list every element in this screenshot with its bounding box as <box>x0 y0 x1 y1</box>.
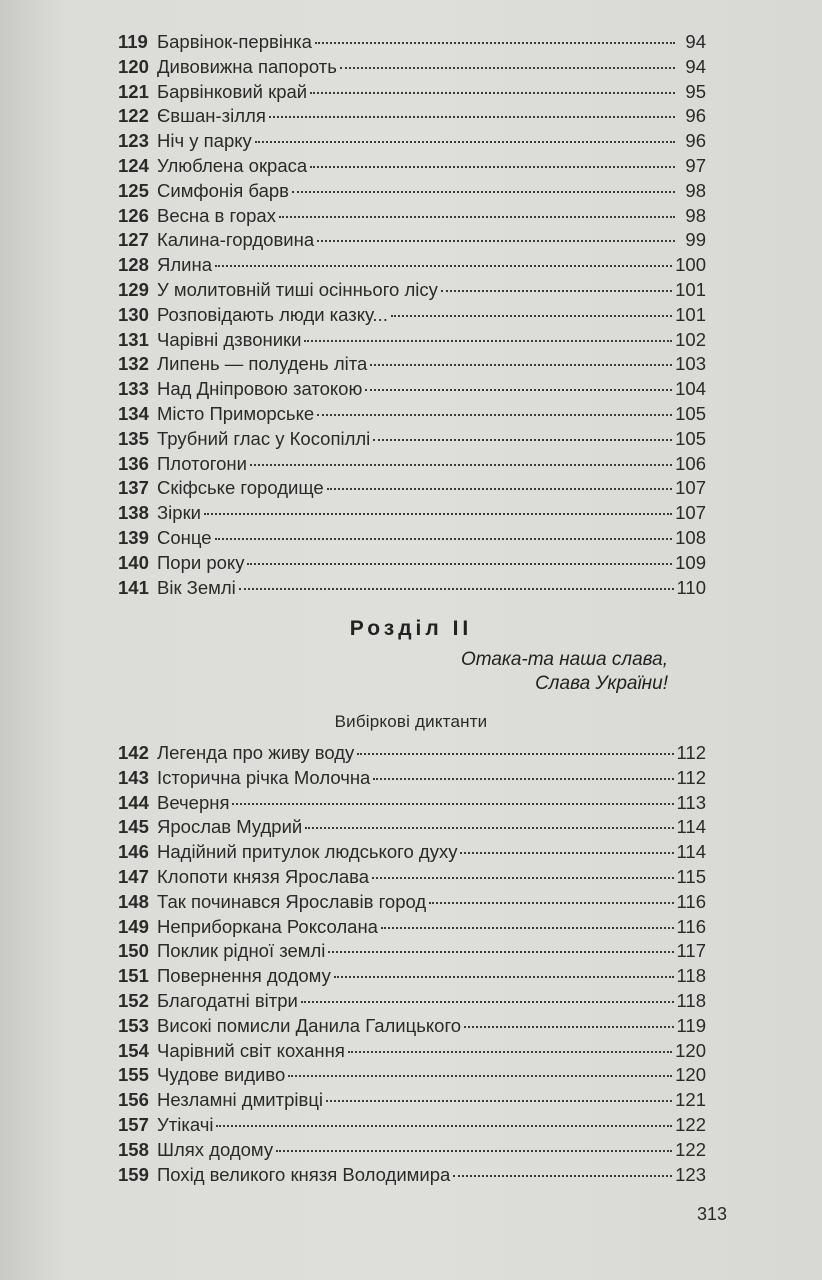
entry-page: 106 <box>675 452 706 474</box>
dot-leader <box>357 753 673 755</box>
dot-leader <box>250 464 672 466</box>
entry-title: Неприборкана Роксолана <box>157 915 378 937</box>
dot-leader <box>310 166 675 168</box>
entry-title: У молитовній тиші осіннього лісу <box>157 278 438 300</box>
entry-number: 121 <box>118 80 149 102</box>
entry-number: 148 <box>118 890 149 912</box>
entry-page: 119 <box>676 1014 706 1036</box>
toc-entry <box>118 551 706 576</box>
entry-page: 112 <box>676 766 706 788</box>
entry-page: 118 <box>676 989 706 1011</box>
dot-leader <box>269 116 675 118</box>
entry-page: 98 <box>685 204 706 226</box>
toc-entry <box>118 865 706 890</box>
dot-leader <box>279 216 675 218</box>
entry-page: 123 <box>675 1163 706 1185</box>
entry-title: Ярослав Мудрий <box>157 816 303 838</box>
entry-number: 150 <box>118 940 149 962</box>
entry-number: 124 <box>118 154 149 176</box>
entry-page: 107 <box>675 477 706 499</box>
dot-leader <box>370 364 672 366</box>
dot-leader <box>460 852 673 854</box>
toc-entry <box>118 766 706 791</box>
toc-entry <box>118 989 706 1014</box>
entry-page: 104 <box>675 378 706 400</box>
entry-title: Липень — полудень літа <box>157 353 368 375</box>
toc-entry <box>118 576 706 601</box>
entry-title: Похід великого князя Володимира <box>157 1163 451 1185</box>
toc-entry <box>118 55 706 80</box>
dot-leader <box>453 1175 672 1177</box>
entry-page: 102 <box>675 328 706 350</box>
entry-number: 135 <box>118 427 149 449</box>
entry-number: 122 <box>118 105 149 127</box>
entry-page: 115 <box>676 865 706 887</box>
toc-entry <box>118 1088 706 1113</box>
toc-entry <box>118 741 706 766</box>
entry-page: 122 <box>675 1113 706 1135</box>
toc-entry <box>118 791 706 816</box>
entry-number: 127 <box>118 229 149 251</box>
entry-page: 109 <box>675 551 706 573</box>
entry-page: 122 <box>675 1138 706 1160</box>
toc-entry <box>118 104 706 129</box>
entry-number: 145 <box>118 816 149 838</box>
entry-page: 116 <box>676 915 706 937</box>
entry-title: Сонце <box>157 526 212 548</box>
epigraph-line-1: Отака-та наша слава, <box>460 649 668 670</box>
entry-title: Розповідають люди казку... <box>157 303 388 325</box>
entry-title: Вік Землі <box>157 576 236 598</box>
toc-entry <box>118 352 706 377</box>
toc-entry <box>118 964 706 989</box>
toc-entry <box>118 427 706 452</box>
entry-page: 117 <box>676 940 706 962</box>
entry-number: 141 <box>118 576 149 598</box>
toc-entry <box>118 204 706 229</box>
dot-leader <box>288 1075 672 1077</box>
entry-title: Ніч у парку <box>157 130 252 152</box>
dot-leader <box>304 340 672 342</box>
dot-leader <box>255 141 675 143</box>
entry-number: 140 <box>118 551 149 573</box>
dot-leader <box>328 951 673 953</box>
entry-number: 146 <box>118 841 149 863</box>
dot-leader <box>215 538 673 540</box>
section-subheading: Вибіркові диктанти <box>334 712 488 731</box>
dot-leader <box>373 439 672 441</box>
table-of-contents-part1 <box>118 30 706 600</box>
dot-leader <box>315 42 675 44</box>
dot-leader <box>464 1026 673 1028</box>
entry-page: 99 <box>685 229 706 251</box>
toc-entry <box>118 501 706 526</box>
entry-title: Зірки <box>157 502 202 524</box>
entry-title: Надійний притулок людського духу <box>157 841 458 863</box>
dot-leader <box>381 927 674 929</box>
entry-title: Вечерня <box>157 791 230 813</box>
entry-number: 123 <box>118 130 149 152</box>
dot-leader <box>317 414 672 416</box>
entry-number: 151 <box>118 965 149 987</box>
toc-entry <box>118 402 706 427</box>
toc-entry <box>118 303 706 328</box>
entry-page: 114 <box>676 841 706 863</box>
toc-entry <box>118 1039 706 1064</box>
dot-leader <box>429 902 673 904</box>
entry-title: Утікачі <box>157 1113 214 1135</box>
section-title: Розділ II <box>349 617 473 640</box>
entry-title: Історична річка Молочна <box>157 766 371 788</box>
entry-number: 119 <box>118 31 148 52</box>
entry-title: Благодатні вітри <box>157 989 298 1011</box>
entry-page: 101 <box>675 303 706 325</box>
toc-entry <box>118 1163 706 1188</box>
toc-entry <box>118 80 706 105</box>
entry-number: 144 <box>118 791 149 813</box>
dot-leader <box>334 976 674 978</box>
toc-entry <box>118 840 706 865</box>
dot-leader <box>204 513 672 515</box>
dot-leader <box>348 1051 672 1053</box>
entry-number: 137 <box>118 477 149 499</box>
entry-title: Шлях додому <box>157 1138 274 1160</box>
entry-page: 120 <box>675 1064 706 1086</box>
entry-number: 156 <box>118 1089 149 1111</box>
entry-title: Барвінок-первінка <box>157 31 312 52</box>
entry-title: Так починався Ярославів город <box>157 890 427 912</box>
entry-title: Плотогони <box>157 452 247 474</box>
entry-page: 114 <box>676 816 706 838</box>
entry-number: 143 <box>118 766 149 788</box>
toc-entry <box>118 815 706 840</box>
entry-page: 94 <box>685 31 706 52</box>
entry-title: Симфонія барв <box>157 179 289 201</box>
entry-title: Улюблена окраса <box>157 154 308 176</box>
page-number: 313 <box>697 1204 728 1224</box>
entry-title: Чудове видиво <box>157 1064 286 1086</box>
toc-entry <box>118 1063 706 1088</box>
entry-page: 118 <box>676 965 706 987</box>
entry-page: 100 <box>675 254 706 276</box>
entry-title: Високі помисли Данила Галицького <box>157 1014 462 1036</box>
entry-number: 138 <box>118 502 149 524</box>
toc-entry <box>118 154 706 179</box>
entry-page: 95 <box>685 80 706 102</box>
entry-page: 107 <box>675 502 706 524</box>
entry-page: 97 <box>685 154 706 176</box>
entry-title: Ялина <box>157 254 212 276</box>
toc-entry <box>118 179 706 204</box>
toc-entry <box>118 253 706 278</box>
dot-leader <box>232 803 673 805</box>
entry-number: 152 <box>118 989 149 1011</box>
toc-entry <box>118 476 706 501</box>
dot-leader <box>276 1150 672 1152</box>
toc-entry <box>118 228 706 253</box>
dot-leader <box>372 877 673 879</box>
toc-entry <box>118 30 706 55</box>
entry-page: 105 <box>675 402 706 424</box>
dot-leader <box>239 588 674 590</box>
dot-leader <box>441 290 672 292</box>
toc-entry <box>118 452 706 477</box>
entry-number: 129 <box>118 278 149 300</box>
toc-entry <box>118 278 706 303</box>
toc-entry <box>118 915 706 940</box>
entry-number: 157 <box>118 1113 149 1135</box>
entry-title: Трубний глас у Косопіллі <box>157 427 371 449</box>
entry-number: 125 <box>118 179 149 201</box>
entry-number: 126 <box>118 204 149 226</box>
entry-page: 112 <box>676 742 706 763</box>
entry-title: Барвінковий край <box>157 80 308 102</box>
toc-entry <box>118 1138 706 1163</box>
entry-page: 113 <box>676 791 706 813</box>
entry-number: 155 <box>118 1064 149 1086</box>
toc-entry <box>118 1014 706 1039</box>
entry-title: Чарівний світ кохання <box>157 1039 345 1061</box>
entry-page: 120 <box>675 1039 706 1061</box>
entry-title: Клопоти князя Ярослава <box>157 865 370 887</box>
toc-entry <box>118 328 706 353</box>
toc-entry <box>118 1113 706 1138</box>
entry-number: 132 <box>118 353 149 375</box>
entry-number: 130 <box>118 303 149 325</box>
entry-number: 147 <box>118 865 149 887</box>
entry-title: Над Дніпровою затокою <box>157 378 363 400</box>
entry-number: 142 <box>118 742 149 763</box>
entry-page: 105 <box>675 427 706 449</box>
entry-number: 158 <box>118 1138 149 1160</box>
entry-title: Калина-гордовина <box>157 229 315 251</box>
dot-leader <box>373 778 673 780</box>
dot-leader <box>216 1125 672 1127</box>
dot-leader <box>317 240 675 242</box>
dot-leader <box>301 1001 674 1003</box>
dot-leader <box>391 315 672 317</box>
entry-number: 153 <box>118 1014 149 1036</box>
entry-number: 128 <box>118 254 149 276</box>
entry-page: 96 <box>685 130 706 152</box>
dot-leader <box>215 265 672 267</box>
entry-page: 110 <box>676 576 706 598</box>
entry-title: Повернення додому <box>157 965 331 987</box>
entry-number: 120 <box>118 55 149 77</box>
entry-title: Дивовижна папороть <box>157 55 337 77</box>
table-of-contents-part2 <box>118 741 706 1187</box>
entry-page: 116 <box>676 890 706 912</box>
entry-page: 121 <box>675 1089 706 1111</box>
epigraph-line-2: Слава України! <box>535 673 668 694</box>
dot-leader <box>326 1100 672 1102</box>
entry-title: Легенда про живу воду <box>157 742 355 763</box>
toc-entry <box>118 377 706 402</box>
entry-title: Місто Приморське <box>157 402 315 424</box>
entry-page: 94 <box>685 55 706 77</box>
entry-number: 154 <box>118 1039 149 1061</box>
toc-entry <box>118 939 706 964</box>
entry-title: Чарівні дзвоники <box>157 328 302 350</box>
dot-leader <box>247 563 672 565</box>
entry-number: 136 <box>118 452 149 474</box>
entry-number: 131 <box>118 328 149 350</box>
entry-page: 101 <box>675 278 706 300</box>
entry-title: Весна в горах <box>157 204 276 226</box>
dot-leader <box>327 488 672 490</box>
entry-number: 133 <box>118 378 149 400</box>
entry-title: Євшан-зілля <box>157 105 266 127</box>
dot-leader <box>305 827 673 829</box>
entry-page: 96 <box>685 105 706 127</box>
entry-number: 134 <box>118 402 149 424</box>
entry-number: 159 <box>118 1163 149 1185</box>
entry-title: Поклик рідної землі <box>157 940 326 962</box>
dot-leader <box>292 191 675 193</box>
entry-page: 98 <box>685 179 706 201</box>
entry-title: Пори року <box>157 551 245 573</box>
entry-page: 103 <box>675 353 706 375</box>
dot-leader <box>310 92 675 94</box>
dot-leader <box>340 67 675 69</box>
toc-entry <box>118 129 706 154</box>
toc-entry <box>118 890 706 915</box>
toc-entry <box>118 526 706 551</box>
entry-number: 139 <box>118 526 149 548</box>
entry-title: Незламні дмитрівці <box>157 1089 324 1111</box>
entry-page: 108 <box>675 526 706 548</box>
entry-title: Скіфське городище <box>157 477 324 499</box>
dot-leader <box>365 389 672 391</box>
entry-number: 149 <box>118 915 149 937</box>
